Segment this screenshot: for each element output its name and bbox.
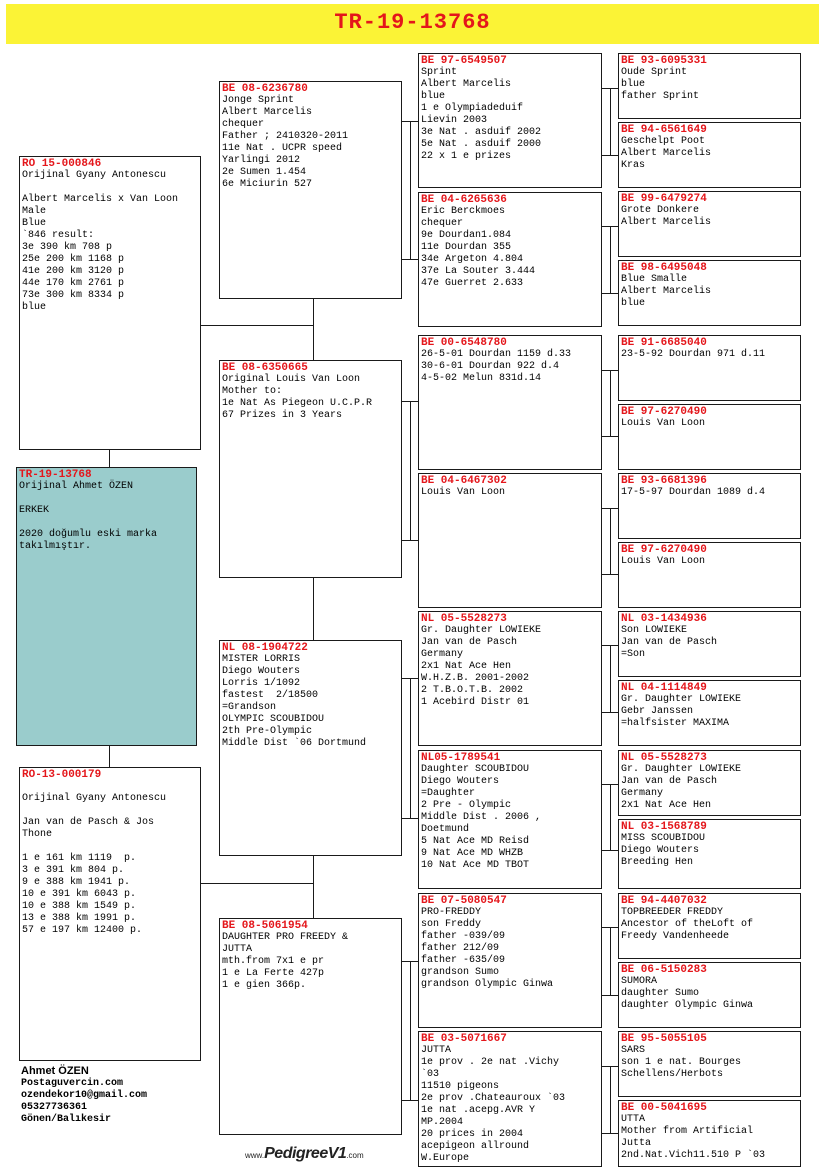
- connector-line: [602, 995, 618, 996]
- detail-line: Albert Marcelis: [222, 107, 313, 118]
- connector-line: [602, 850, 618, 851]
- detail-line: Louis Van Loon: [421, 487, 506, 498]
- logo-prefix: www.: [245, 1151, 265, 1160]
- detail-line: Original Louis Van Loon: [222, 374, 361, 385]
- connector-line: [610, 508, 611, 574]
- detail-line: 4-5-02 Melun 831d.14: [421, 373, 542, 384]
- ring-number: NL 03-1568789: [621, 821, 707, 833]
- pigeon-card-dss[interactable]: [418, 611, 602, 746]
- pigeon-card-dd[interactable]: [219, 918, 402, 1135]
- detail-line: grandson Olympic Ginwa: [421, 979, 554, 990]
- detail-line: chequer: [222, 119, 265, 130]
- ring-number: BE 98-6495048: [621, 262, 707, 274]
- logo-name: PedigreeV1: [264, 1145, 347, 1162]
- owner-phone: 05327736361: [21, 1102, 88, 1113]
- detail-line: Geschelpt Poot: [621, 136, 706, 147]
- pigeon-details: [621, 976, 798, 1012]
- detail-line: Kras: [621, 160, 646, 171]
- detail-line: 67 Prizes in 3 Years: [222, 410, 343, 421]
- detail-line: father -039/09: [421, 931, 506, 942]
- connector-line: [410, 961, 411, 1100]
- detail-line: blue: [22, 302, 47, 313]
- detail-line: Germany: [621, 788, 664, 799]
- pigeon-details: [421, 764, 599, 872]
- detail-line: Yarlingi 2012: [222, 155, 301, 166]
- pigeon-card-ddsd[interactable]: [618, 962, 801, 1028]
- detail-line: 2e prov .Chateauroux `03: [421, 1093, 566, 1104]
- pigeon-card-sss[interactable]: [418, 53, 602, 188]
- pigeon-card-dddd[interactable]: [618, 1100, 801, 1167]
- ring-number: BE 00-5041695: [621, 1102, 707, 1114]
- detail-line: 34e Argeton 4.804: [421, 254, 524, 265]
- detail-line: 1e Nat As Piegeon U.C.P.R: [222, 398, 373, 409]
- pigeon-details: [22, 170, 198, 314]
- detail-line: 1 e La Ferte 427p: [222, 968, 325, 979]
- detail-line: `846 result:: [22, 230, 95, 241]
- detail-line: Middle Dist . 2006 ,: [421, 812, 542, 823]
- detail-line: 41e 200 km 3120 p: [22, 266, 125, 277]
- pigeon-details: [621, 274, 798, 310]
- pigeon-card-sdss[interactable]: [618, 335, 801, 401]
- connector-line: [402, 1100, 418, 1101]
- pigeon-details: [621, 833, 798, 869]
- detail-line: Jonge Sprint: [222, 95, 295, 106]
- detail-line: ERKEK: [19, 505, 50, 516]
- pigeon-card-ss[interactable]: [219, 81, 402, 299]
- detail-line: 11510 pigeons: [421, 1081, 500, 1092]
- pigeon-card-ddds[interactable]: [618, 1031, 801, 1097]
- ring-number: NL 04-1114849: [621, 682, 707, 694]
- detail-line: 30-6-01 Dourdan 922 d.4: [421, 361, 560, 372]
- detail-line: 22 x 1 e prizes: [421, 151, 512, 162]
- pigeon-card-ssdd[interactable]: [618, 260, 801, 326]
- pigeon-card-dds[interactable]: [418, 893, 602, 1028]
- connector-line: [610, 1066, 611, 1133]
- connector-line: [313, 856, 314, 918]
- detail-line: [19, 517, 194, 529]
- detail-line: 5 Nat Ace MD Reisd: [421, 836, 530, 847]
- detail-line: Orijinal Ahmet ÖZEN: [19, 481, 134, 492]
- detail-line: [22, 182, 198, 194]
- detail-line: [22, 781, 198, 793]
- pigeon-details: [621, 205, 798, 229]
- detail-line: fastest 2/18500: [222, 690, 319, 701]
- detail-line: 2x1 Nat Ace Hen: [621, 800, 712, 811]
- detail-line: Eric Berckmoes: [421, 206, 506, 217]
- detail-line: W.H.Z.B. 2001-2002: [421, 673, 530, 684]
- detail-line: 1 e 161 km 1119 p.: [22, 853, 137, 864]
- detail-line: son Freddy: [421, 919, 482, 930]
- pigeon-card-sssd[interactable]: [618, 122, 801, 188]
- pigeon-details: [621, 1114, 798, 1162]
- pigeon-details: [621, 907, 798, 943]
- pigeon-details: [621, 418, 798, 430]
- pigeon-details: [621, 764, 798, 812]
- detail-line: Diego Wouters: [222, 666, 301, 677]
- detail-line: chequer: [421, 218, 464, 229]
- connector-line: [109, 450, 110, 467]
- connector-line: [610, 784, 611, 850]
- owner-name: Ahmet ÖZEN: [21, 1065, 89, 1077]
- pigeon-card-ssds[interactable]: [618, 191, 801, 257]
- ring-number: BE 97-6270490: [621, 406, 707, 418]
- detail-line: Jan van de Pasch: [621, 776, 718, 787]
- pigeon-details: [421, 625, 599, 709]
- detail-line: Jutta: [621, 1138, 652, 1149]
- pigeon-card-ds[interactable]: [219, 640, 402, 856]
- detail-line: `03: [421, 1069, 440, 1080]
- ring-number: NL 05-5528273: [621, 752, 707, 764]
- detail-line: Grote Donkere: [621, 205, 700, 216]
- detail-line: Orijinal Gyany Antonescu: [22, 170, 167, 181]
- connector-line: [410, 678, 411, 818]
- detail-line: blue: [621, 79, 646, 90]
- detail-line: blue: [621, 298, 646, 309]
- pigeon-details: [621, 1045, 798, 1081]
- detail-line: 37e La Souter 3.444: [421, 266, 536, 277]
- detail-line: Father ; 2410320-2011: [222, 131, 349, 142]
- detail-line: Jan van de Pasch: [421, 637, 518, 648]
- pigeon-details: [222, 654, 399, 750]
- connector-line: [410, 401, 411, 540]
- ring-number: NL 08-1904722: [222, 642, 308, 654]
- detail-line: Albert Marcelis x Van Loon: [22, 194, 179, 205]
- detail-line: 13 e 388 km 1991 p.: [22, 913, 137, 924]
- pigeon-card-dsdd[interactable]: [618, 819, 801, 889]
- detail-line: [22, 805, 198, 817]
- detail-line: 10 e 388 km 1549 p.: [22, 901, 137, 912]
- connector-line: [602, 155, 618, 156]
- pigeon-details: [222, 932, 399, 992]
- detail-line: Louis Van Loon: [621, 556, 706, 567]
- pigeon-details: [421, 349, 599, 385]
- detail-line: daughter Sumo: [621, 988, 700, 999]
- pigeon-card-sdd[interactable]: [418, 473, 602, 608]
- pigeon-card-sire[interactable]: [19, 156, 201, 450]
- ring-number: BE 00-6548780: [421, 337, 507, 349]
- detail-line: 2x1 Nat Ace Hen: [421, 661, 512, 672]
- pigeon-details: [421, 487, 599, 499]
- detail-line: blue: [421, 91, 446, 102]
- detail-line: 9e Dourdan1.084: [421, 230, 512, 241]
- detail-line: SARS: [621, 1045, 646, 1056]
- detail-line: =Son: [621, 649, 646, 660]
- detail-line: [19, 493, 194, 505]
- owner-info: [21, 1064, 147, 1126]
- ring-number: BE 08-5061954: [222, 920, 308, 932]
- detail-line: Albert Marcelis: [421, 79, 512, 90]
- detail-line: 1e prov . 2e nat .Vichy: [421, 1057, 560, 1068]
- detail-line: 25e 200 km 1168 p: [22, 254, 125, 265]
- connector-line: [201, 325, 314, 326]
- detail-line: UTTA: [621, 1114, 646, 1125]
- owner-location: Gönen/Balıkesir: [21, 1114, 112, 1125]
- pigeon-details: [621, 487, 798, 499]
- detail-line: 47e Guerret 2.633: [421, 278, 524, 289]
- connector-line: [610, 226, 611, 293]
- detail-line: Son LOWIEKE: [621, 625, 688, 636]
- detail-line: father Sprint: [621, 91, 700, 102]
- detail-line: 10 Nat Ace MD TBOT: [421, 860, 530, 871]
- detail-line: Gr. Daughter LOWIEKE: [621, 764, 742, 775]
- detail-line: [22, 841, 198, 853]
- pigeon-card-dam[interactable]: [19, 767, 201, 1061]
- detail-line: takılmıştır.: [19, 541, 92, 552]
- logo-suffix: .com: [346, 1151, 364, 1160]
- pigeon-card-ddd[interactable]: [418, 1031, 602, 1167]
- detail-line: Diego Wouters: [621, 845, 700, 856]
- ring-number: BE 06-5150283: [621, 964, 707, 976]
- ring-number: NL 03-1434936: [621, 613, 707, 625]
- connector-line: [402, 818, 418, 819]
- pigeon-card-sds[interactable]: [418, 335, 602, 470]
- detail-line: 2 T.B.O.T.B. 2002: [421, 685, 524, 696]
- detail-line: 2e Sumen 1.454: [222, 167, 307, 178]
- ring-number: BE 97-6549507: [421, 55, 507, 67]
- connector-line: [602, 712, 618, 713]
- detail-line: 9 Nat Ace MD WHZB: [421, 848, 524, 859]
- connector-line: [602, 293, 618, 294]
- detail-line: Daughter SCOUBIDOU: [421, 764, 530, 775]
- pigeon-details: [222, 374, 399, 422]
- pigeon-card-sdsd[interactable]: [618, 404, 801, 470]
- detail-line: Thone: [22, 829, 53, 840]
- detail-line: Ancestor of theLoft of: [621, 919, 754, 930]
- pigeon-details: [621, 349, 798, 361]
- detail-line: =halfsister MAXIMA: [621, 718, 730, 729]
- connector-line: [610, 645, 611, 712]
- detail-line: father -635/09: [421, 955, 506, 966]
- ring-number: RO 15-000846: [22, 158, 102, 170]
- detail-line: Jan van de Pasch: [621, 637, 718, 648]
- connector-line: [109, 746, 110, 767]
- owner-website[interactable]: Postaguvercin.com: [21, 1078, 124, 1089]
- detail-line: 10 e 391 km 6043 p.: [22, 889, 137, 900]
- detail-line: SUMORA: [621, 976, 658, 987]
- detail-line: W.Europe: [421, 1153, 470, 1164]
- detail-line: Sprint: [421, 67, 458, 78]
- connector-line: [402, 259, 418, 260]
- detail-line: 3e 390 km 708 p: [22, 242, 113, 253]
- pigeon-details: [421, 67, 599, 163]
- pedigree-title: TR-19-13768: [334, 10, 491, 35]
- detail-line: Lievin 2003: [421, 115, 488, 126]
- detail-line: Blue: [22, 218, 47, 229]
- ring-number: BE 99-6479274: [621, 193, 707, 205]
- detail-line: OLYMPIC SCOUBIDOU: [222, 714, 325, 725]
- detail-line: DAUGHTER PRO FREEDY &: [222, 932, 349, 943]
- detail-line: PRO-FREDDY: [421, 907, 482, 918]
- connector-line: [410, 121, 411, 259]
- detail-line: 2th Pre-Olympic: [222, 726, 313, 737]
- pigeon-details: [621, 625, 798, 661]
- pigeon-details: [421, 907, 599, 991]
- detail-line: grandson Sumo: [421, 967, 500, 978]
- detail-line: Orijinal Gyany Antonescu: [22, 793, 167, 804]
- pigeon-card-dssd[interactable]: [618, 680, 801, 746]
- detail-line: Albert Marcelis: [621, 217, 712, 228]
- detail-line: =Daughter: [421, 788, 476, 799]
- ring-number: BE 94-6561649: [621, 124, 707, 136]
- detail-line: 3 e 391 km 804 p.: [22, 865, 125, 876]
- detail-line: 2nd.Nat.Vich11.510 P `03: [621, 1150, 766, 1161]
- detail-line: Schellens/Herbots: [621, 1069, 724, 1080]
- ring-number: RO-13-000179: [22, 769, 102, 781]
- ring-number: BE 93-6095331: [621, 55, 707, 67]
- connector-line: [610, 88, 611, 155]
- title-bar: [6, 4, 819, 44]
- pigeon-details: [22, 781, 198, 937]
- detail-line: 44e 170 km 2761 p: [22, 278, 125, 289]
- pigeon-card-ssd[interactable]: [418, 192, 602, 327]
- detail-line: Breeding Hen: [621, 857, 694, 868]
- ring-number: BE 04-6467302: [421, 475, 507, 487]
- detail-line: 20 prices in 2004: [421, 1129, 524, 1140]
- detail-line: 5e Nat . asduif 2000: [421, 139, 542, 150]
- pigeon-details: [621, 556, 798, 568]
- detail-line: father 212/09: [421, 943, 500, 954]
- ring-number: BE 08-6236780: [222, 83, 308, 95]
- pigeon-card-dsd[interactable]: [418, 750, 602, 889]
- detail-line: acepigeon allround: [421, 1141, 530, 1152]
- detail-line: Jan van de Pasch & Jos: [22, 817, 155, 828]
- connector-line: [610, 370, 611, 436]
- pigeon-details: [421, 1045, 599, 1165]
- detail-line: Blue Smalle: [621, 274, 688, 285]
- detail-line: MP.2004: [421, 1117, 464, 1128]
- detail-line: Lorris 1/1092: [222, 678, 301, 689]
- detail-line: 23-5-92 Dourdan 971 d.11: [621, 349, 766, 360]
- connector-line: [610, 927, 611, 995]
- ring-number: NL 05-5528273: [421, 613, 507, 625]
- detail-line: Freedy Vandenheede: [621, 931, 730, 942]
- pigeon-details: [19, 481, 194, 553]
- detail-line: 26-5-01 Dourdan 1159 d.33: [421, 349, 572, 360]
- detail-line: 1 e Olympiadeduif: [421, 103, 524, 114]
- ring-number: BE 93-6681396: [621, 475, 707, 487]
- detail-line: 11e Dourdan 355: [421, 242, 512, 253]
- ring-number: BE 95-5055105: [621, 1033, 707, 1045]
- pigeon-card-dsss[interactable]: [618, 611, 801, 677]
- detail-line: 57 e 197 km 12400 p.: [22, 925, 143, 936]
- detail-line: TOPBREEDER FREDDY: [621, 907, 724, 918]
- detail-line: Gr. Daughter LOWIEKE: [621, 694, 742, 705]
- pigeon-card-subject[interactable]: [16, 467, 197, 746]
- connector-line: [602, 574, 618, 575]
- ring-number: NL05-1789541: [421, 752, 501, 764]
- ring-number: BE 03-5071667: [421, 1033, 507, 1045]
- ring-number: BE 04-6265636: [421, 194, 507, 206]
- ring-number: TR-19-13768: [19, 469, 92, 481]
- detail-line: mth.from 7x1 e pr: [222, 956, 325, 967]
- detail-line: MISTER LORRIS: [222, 654, 301, 665]
- pigeon-details: [621, 136, 798, 172]
- pigeon-card-sddd[interactable]: [618, 542, 801, 608]
- detail-line: 2020 doğumlu eski marka: [19, 529, 158, 540]
- connector-line: [602, 436, 618, 437]
- detail-line: JUTTA: [222, 944, 253, 955]
- detail-line: son 1 e nat. Bourges: [621, 1057, 742, 1068]
- detail-line: 17-5-97 Dourdan 1089 d.4: [621, 487, 766, 498]
- pigeon-details: [222, 95, 399, 191]
- pigeon-details: [621, 67, 798, 103]
- connector-line: [313, 578, 314, 640]
- detail-line: 9 e 388 km 1941 p.: [22, 877, 131, 888]
- detail-line: Gr. Daughter LOWIEKE: [421, 625, 542, 636]
- pigeon-details: [421, 206, 599, 290]
- pigeon-card-sdds[interactable]: [618, 473, 801, 539]
- detail-line: Albert Marcelis: [621, 148, 712, 159]
- detail-line: Doetmund: [421, 824, 470, 835]
- ring-number: BE 08-6350665: [222, 362, 308, 374]
- pigeon-details: [621, 694, 798, 730]
- detail-line: Middle Dist `06 Dortmund: [222, 738, 367, 749]
- ring-number: BE 97-6270490: [621, 544, 707, 556]
- detail-line: 1 Acebird Distr 01: [421, 697, 530, 708]
- ring-number: BE 94-4407032: [621, 895, 707, 907]
- detail-line: Louis Van Loon: [621, 418, 706, 429]
- detail-line: Albert Marcelis: [621, 286, 712, 297]
- pigeon-card-ddss[interactable]: [618, 893, 801, 959]
- detail-line: Male: [22, 206, 47, 217]
- detail-line: Diego Wouters: [421, 776, 500, 787]
- connector-line: [313, 299, 314, 360]
- pigeon-card-ssss[interactable]: [618, 53, 801, 119]
- detail-line: Mother from Artificial: [621, 1126, 754, 1137]
- connector-line: [201, 883, 314, 884]
- detail-line: 2 Pre - Olympic: [421, 800, 512, 811]
- ring-number: BE 07-5080547: [421, 895, 507, 907]
- detail-line: Germany: [421, 649, 464, 660]
- detail-line: daughter Olympic Ginwa: [621, 1000, 754, 1011]
- detail-line: JUTTA: [421, 1045, 452, 1056]
- detail-line: 11e Nat . UCPR speed: [222, 143, 343, 154]
- detail-line: 6e Miciurin 527: [222, 179, 313, 190]
- owner-email[interactable]: ozendekor10@gmail.com: [21, 1090, 148, 1101]
- detail-line: Gebr Janssen: [621, 706, 694, 717]
- connector-line: [602, 1133, 618, 1134]
- detail-line: 1 e gien 366p.: [222, 980, 307, 991]
- ring-number: BE 91-6685040: [621, 337, 707, 349]
- pigeon-card-dsds[interactable]: [618, 750, 801, 816]
- detail-line: Mother to:: [222, 386, 283, 397]
- detail-line: MISS SCOUBIDOU: [621, 833, 706, 844]
- detail-line: 1e nat .acepg.AVR Y: [421, 1105, 536, 1116]
- pedigree-logo[interactable]: [245, 1145, 364, 1163]
- detail-line: =Grandson: [222, 702, 277, 713]
- pigeon-card-sd[interactable]: [219, 360, 402, 578]
- connector-line: [402, 540, 418, 541]
- detail-line: 73e 300 km 8334 p: [22, 290, 125, 301]
- detail-line: 3e Nat . asduif 2002: [421, 127, 542, 138]
- detail-line: Oude Sprint: [621, 67, 688, 78]
